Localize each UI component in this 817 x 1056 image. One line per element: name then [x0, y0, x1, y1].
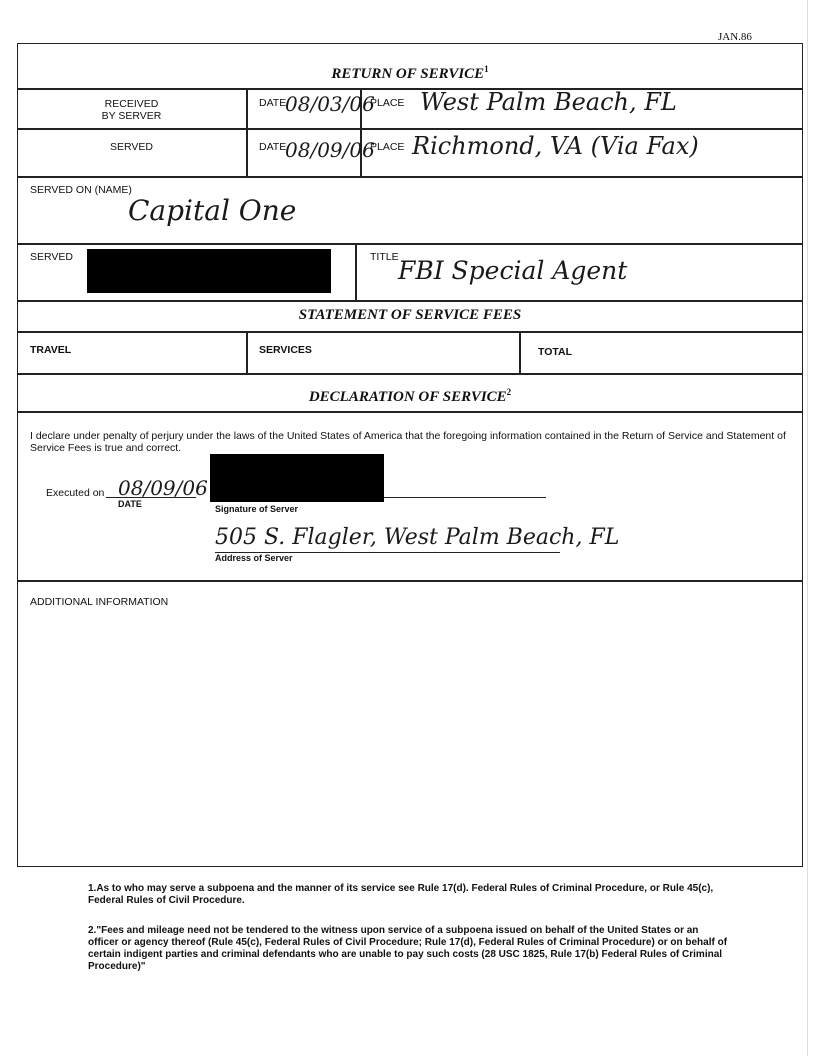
services-label: SERVICES — [259, 344, 312, 356]
form-code: JAN.86 — [718, 31, 752, 43]
served-place-label: PLACE — [370, 141, 405, 153]
declaration-text: I declare under penalty of perjury under the laws of the United States of America that the foregoing information contained in the Return of Service and Statement of Service Fees is true and correct. — [30, 430, 786, 454]
rule — [519, 331, 521, 373]
declaration-heading — [17, 387, 803, 406]
rule — [17, 331, 803, 333]
received-date-value: 08/03/06 — [285, 92, 375, 116]
date-label: DATE — [118, 499, 142, 509]
address-label: Address of Server — [215, 553, 293, 563]
received-place-value: West Palm Beach, FL — [420, 88, 677, 116]
executed-date-value: 08/09/06 — [118, 476, 208, 500]
travel-label: TRAVEL — [30, 344, 72, 356]
served-date-value: 08/09/06 — [285, 138, 375, 162]
footnote-ref: 2 — [506, 387, 512, 397]
footnote-ref: 1 — [484, 64, 489, 74]
served-date-label: DATE — [259, 141, 287, 153]
rule — [246, 88, 248, 176]
redaction-box — [87, 249, 331, 293]
heading-text: DECLARATION OF SERVICE — [308, 389, 507, 405]
rule — [17, 580, 803, 582]
title-value: FBI Special Agent — [398, 256, 628, 285]
return-of-service-heading — [17, 64, 803, 83]
received-place-label: PLACE — [370, 97, 405, 109]
rule — [355, 243, 357, 300]
return-of-service-form — [17, 43, 803, 867]
heading-text: RETURN OF SERVICE — [331, 66, 485, 82]
rule — [17, 411, 803, 413]
footnote-2: 2."Fees and mileage need not be tendered to the witness upon service of a subpoena issued on behalf of the United States or an officer or agency thereof (Rule 45(c), Federal Rules of Civil Procedure; Rule 17(d), Federal Rules of Criminal Procedure) or on behalf of certain indigent parties and criminal defendants who are unable to pay such costs (28 USC 1825, Rule 17(b) Federal Rules of Criminal Procedure)" — [88, 925, 728, 972]
served-place-value: Richmond, VA (Via Fax) — [412, 132, 699, 160]
address-value: 505 S. Flagler, West Palm Beach, FL — [215, 525, 620, 550]
statement-of-fees-heading: STATEMENT OF SERVICE FEES — [298, 307, 522, 323]
rule — [17, 300, 803, 302]
served-on-label: SERVED ON (NAME) — [30, 184, 132, 196]
served-by-label: SERVED — [30, 251, 73, 263]
additional-info-label: ADDITIONAL INFORMATION — [30, 596, 169, 608]
received-label-line1: RECEIVED — [104, 98, 159, 110]
rule — [17, 88, 803, 90]
served-on-value: Capital One — [128, 194, 297, 227]
executed-on-label: Executed on — [46, 487, 105, 499]
signature-line — [384, 497, 546, 498]
signature-redaction — [210, 454, 384, 502]
rule — [17, 176, 803, 178]
total-label: TOTAL — [538, 346, 573, 358]
received-by-server-label — [17, 98, 246, 122]
signature-label: Signature of Server — [215, 504, 299, 514]
rule — [246, 331, 248, 373]
footnote-1: 1.As to who may serve a subpoena and the manner of its service see Rule 17(d). Federal Rules of Criminal Procedure, or Rule 45(c), Federal Rules of Civil Procedure. — [88, 883, 714, 906]
served-label: SERVED — [110, 141, 153, 153]
scan-edge — [807, 0, 808, 1056]
rule — [17, 243, 803, 245]
rule — [17, 373, 803, 375]
title-label: TITLE — [370, 251, 399, 263]
rule — [17, 128, 803, 130]
received-label-line2: BY SERVER — [101, 110, 162, 122]
received-date-label: DATE — [259, 97, 287, 109]
